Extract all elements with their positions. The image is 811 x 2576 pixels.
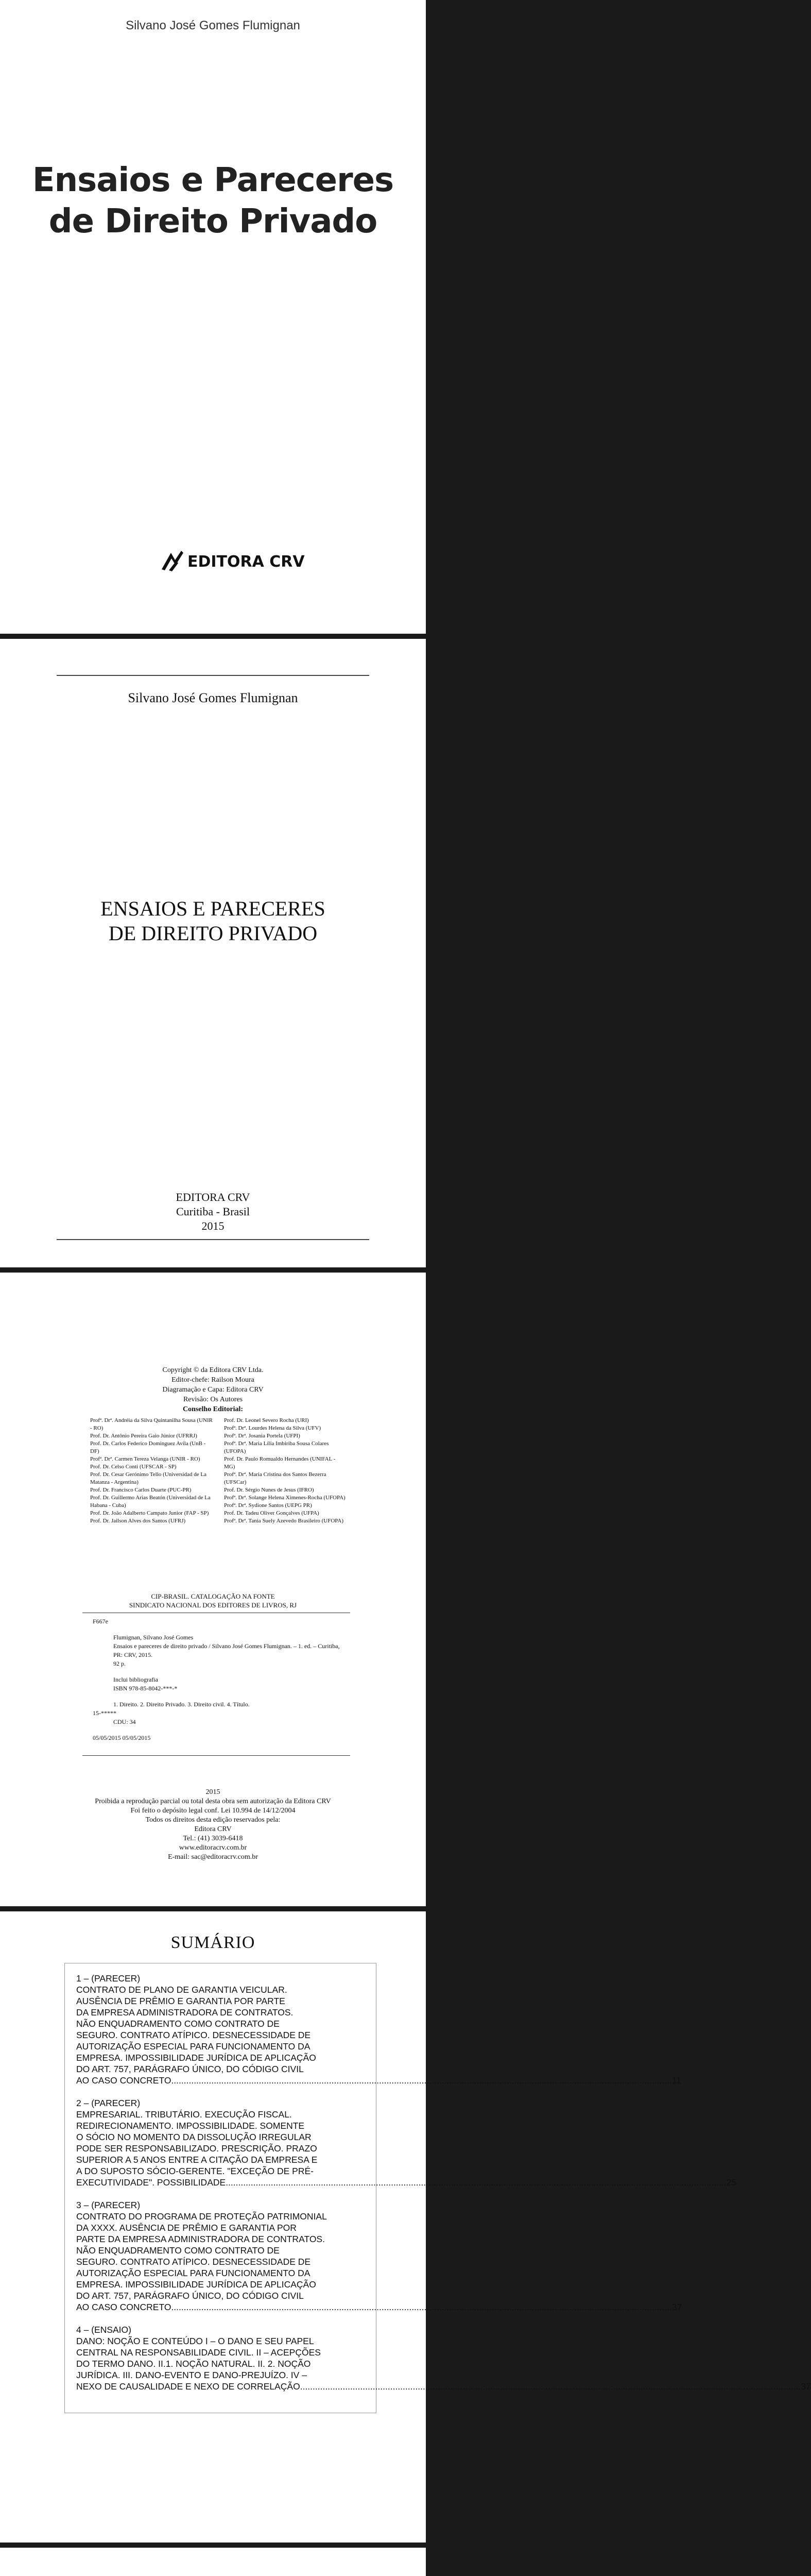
toc-entry-line: DO TERMO DANO. II.1. NOÇÃO NATURAL. II. 2. NOÇÃO: [76, 2359, 311, 2369]
cover-title-line-2: de Direito Privado: [48, 202, 377, 241]
cip-record: [82, 1613, 350, 1756]
toc-entry-text: NEXO DE CAUSALIDADE E NEXO DE CORRELAÇÃO: [76, 2381, 300, 2392]
board-member: Profª. Drª. Josania Portela (UFPI): [224, 1433, 300, 1439]
cip-line: Ensaios e pareceres de direito privado / Silvano José Gomes Flumignan. – 1. ed. – Curitiba, PR: CRV, 2015.: [113, 1642, 340, 1658]
toc-entry[interactable]: [76, 2199, 682, 2313]
toc-entry-line: NÃO ENQUADRAMENTO COMO CONTRATO DE: [76, 2245, 280, 2256]
bottom-rule: [57, 1239, 369, 1240]
footer-line: Tel.: (41) 3039-6418: [183, 1835, 243, 1842]
footer-year: 2015: [205, 1788, 220, 1796]
toc-entry-line: 1 – (PARECER): [76, 1973, 141, 1984]
toc-entry-line: EMPRESA. IMPOSSIBILIDADE JURÍDICA DE APLICAÇÃO: [76, 2279, 316, 2290]
toc-leader-dots: ........................................................................................................................................................................................................: [171, 2302, 672, 2312]
toc-entry-line: SEGURO. CONTRATO ATÍPICO. DESNECESSIDADE DE: [76, 2030, 311, 2040]
imprint-city: Curitiba - Brasil: [176, 1205, 250, 1218]
toc-leader-dots: ........................................................................................................................................................................................................: [226, 2177, 727, 2188]
toc-page-number: 37: [801, 2381, 811, 2392]
toc-entry-line: DA EMPRESA ADMINISTRADORA DE CONTRATOS.: [76, 2007, 294, 2018]
toc-entry-line: EMPRESA. IMPOSSIBILIDADE JURÍDICA DE APLICAÇÃO: [76, 2053, 316, 2063]
title-page: [0, 639, 426, 1267]
cip-line: 92 p.: [113, 1660, 126, 1667]
toc-entry-line: DO ART. 757, PARÁGRAFO ÚNICO, DO CÓDIGO CIVIL: [76, 2291, 304, 2301]
toc-entry-line: DA XXXX. AUSÊNCIA DE PRÊMIO E GARANTIA POR: [76, 2223, 297, 2233]
editor-line: Editor-chefe: Railson Moura: [171, 1376, 254, 1384]
cover-title-line-1: Ensaios e Pareceres: [32, 161, 394, 199]
toc-entry-line: 4 – (ENSAIO): [76, 2325, 131, 2335]
toc-page-number: 25: [726, 2177, 737, 2188]
board-member: Prof. Dr. Jailson Alves dos Santos (UFRJ): [90, 1518, 186, 1524]
title-page-author: Silvano José Gomes Flumignan: [128, 690, 298, 705]
toc-leader-dots: ........................................................................................................................................................................................................: [171, 2075, 672, 2086]
board-member: Profª. Drª. Andréia da Silva Quintanilha Sousa (UNIR - RO): [90, 1417, 213, 1431]
cip-dates: 05/05/2015 05/05/2015: [93, 1734, 151, 1741]
cip-heading-line-1: CIP-BRASIL. CATALOGAÇÃO NA FONTE: [151, 1592, 275, 1600]
title-page-title-line-2: DE DIREITO PRIVADO: [108, 922, 318, 945]
cip-description: [93, 1633, 340, 1668]
title-page-imprint: [0, 1190, 426, 1233]
cip-line: Flumignan, Silvano José Gomes: [113, 1634, 194, 1641]
cip-subjects: 1. Direito. 2. Direito Privado. 3. Direito civil. 4. Título.: [113, 1701, 250, 1708]
board-member: Prof. Dr. Carlos Federico Dominguez Avila (UnB - DF): [90, 1440, 206, 1454]
imprint-publisher: EDITORA CRV: [176, 1191, 250, 1204]
cip-number: 15-*****: [93, 1709, 116, 1717]
board-member: Profª. Drª. Lourdes Helena da Silva (UFV): [224, 1425, 321, 1431]
toc-entry-line: JURÍDICA. III. DANO-EVENTO E DANO-PREJUÍZO. IV –: [76, 2370, 307, 2380]
board-column-right: [224, 1417, 348, 1525]
table-of-contents: [64, 1963, 811, 2413]
board-member: Profª. Drª. Sydione Santos (UEPG PR): [224, 1502, 312, 1509]
board-member: Prof. Dr. Tadeu Oliver Gonçalves (UFPA): [224, 1510, 319, 1516]
dedication-page: [0, 2548, 426, 2576]
toc-entry-line: CENTRAL NA RESPONSABILIDADE CIVIL. II – ACEPÇÕES: [76, 2347, 321, 2358]
page-divider: [0, 1906, 426, 1911]
page-divider: [0, 2543, 426, 2548]
toc-entry-line: EMPRESARIAL. TRIBUTÁRIO. EXECUÇÃO FISCAL.: [76, 2109, 292, 2120]
toc-entry-line: DANO: NOÇÃO E CONTEÚDO I – O DANO E SEU PAPEL: [76, 2336, 314, 2346]
cover-author: Silvano José Gomes Flumignan: [126, 19, 300, 32]
summary-title: SUMÁRIO: [170, 1933, 255, 1952]
toc-entry-line: PARTE DA EMPRESA ADMINISTRADORA DE CONTRATOS.: [76, 2234, 325, 2244]
toc-page-number: 37: [671, 2302, 682, 2312]
board-member: Prof. Dr. Sérgio Nunes de Jesus (IFRO): [224, 1487, 314, 1493]
board-title: Conselho Editorial:: [182, 1405, 244, 1413]
toc-entry[interactable]: [76, 2097, 737, 2188]
page-divider: [0, 1267, 426, 1273]
toc-entry-line: AUTORIZAÇÃO ESPECIAL PARA FUNCIONAMENTO DA: [76, 2268, 310, 2278]
toc-entry-line: A DO SUPOSTO SÓCIO-GERENTE. "EXCEÇÃO DE PRÉ-: [76, 2166, 314, 2176]
toc-entry-line: AUSÊNCIA DE PRÊMIO E GARANTIA POR PARTE: [76, 1996, 285, 2006]
board-member: Profª. Drª. Tania Suely Azevedo Brasileiro (UFOPA): [224, 1518, 343, 1524]
footer-line: Foi feito o depósito legal conf. Lei 10.994 de 14/12/2004: [130, 1807, 296, 1815]
board-column-left: [90, 1417, 214, 1525]
board-member: Profª. Drª. Maria Cristina dos Santos Bezerra (UFSCar): [224, 1471, 326, 1485]
toc-leader-dots: ........................................................................................................................................................................................................: [300, 2381, 801, 2392]
toc-entry-line: DO ART. 757, PARÁGRAFO ÚNICO, DO CÓDIGO CIVIL: [76, 2064, 304, 2074]
footer-lines: [0, 1797, 426, 1862]
toc-entry-last-line: [76, 2075, 682, 2086]
cip-heading: [0, 1592, 426, 1609]
summary-page: [0, 1911, 811, 2543]
review-line: Revisão: Os Autores: [183, 1396, 243, 1403]
cip-line: ISBN 978-85-8042-***-*: [113, 1685, 178, 1692]
toc-page-number: 11: [671, 2075, 682, 2086]
toc-entry-text: AO CASO CONCRETO: [76, 2075, 171, 2086]
board-member: Profª. Drª. Solange Helena Ximenes-Rocha (UFOPA): [224, 1495, 346, 1501]
publisher-name: EDITORA CRV: [187, 552, 305, 571]
copyright-line: Copyright © da Editora CRV Ltda.: [162, 1366, 264, 1374]
toc-entry-line: PODE SER RESPONSABILIZADO. PRESCRIÇÃO. PRAZO: [76, 2143, 317, 2154]
editorial-board: [90, 1417, 348, 1525]
footer-line: Editora CRV: [194, 1825, 232, 1833]
board-member: Profª. Drª. Carmen Tereza Velanga (UNIR - RO): [90, 1456, 200, 1462]
board-member: Prof. Dr. Guillermo Arias Beatón (Universidad de La Habana - Cuba): [90, 1495, 211, 1509]
cip-cdu: CDU: 34: [113, 1718, 136, 1725]
cip-line: Inclui bibliografia: [113, 1676, 158, 1683]
imprint-year: 2015: [201, 1219, 225, 1232]
board-member: Prof. Dr. Celso Conti (UFSCAR - SP): [90, 1464, 177, 1470]
cip-notes: [93, 1675, 340, 1693]
design-line: Diagramação e Capa: Editora CRV: [162, 1386, 264, 1394]
footer-line: Todos os direitos desta edição reservados pela:: [145, 1816, 281, 1824]
crv-logo-icon: [160, 549, 185, 574]
cover-page: [0, 0, 426, 634]
toc-entry-text: EXECUTIVIDADE". POSSIBILIDADE: [76, 2177, 226, 2188]
toc-entry-last-line: [76, 2301, 682, 2313]
board-member: Prof. Dr. Paulo Romualdo Hernandes (UNIFAL - MG): [224, 1456, 336, 1470]
title-page-title-line-1: ENSAIOS E PARECERES: [100, 897, 325, 920]
footer-line: Proibida a reprodução parcial ou total desta obra sem autorização da Editora CRV: [95, 1798, 331, 1805]
copyright-credits: [0, 1365, 426, 1414]
publisher-logo: [160, 546, 305, 577]
toc-entry-line: O SÓCIO NO MOMENTO DA DISSOLUÇÃO IRREGULAR: [76, 2132, 312, 2142]
toc-entry-line: SEGURO. CONTRATO ATÍPICO. DESNECESSIDADE DE: [76, 2257, 311, 2267]
board-member: Prof. Dr. Antônio Pereira Gaio Júnior (UFRRJ): [90, 1433, 197, 1439]
board-member: Prof. Dr. Cesar Gerónimo Tello (Universidad de La Matanza - Argentina): [90, 1471, 206, 1485]
toc-entry[interactable]: [76, 1973, 682, 2086]
footer-line: www.editoracrv.com.br: [179, 1844, 247, 1852]
toc-entry-text: AO CASO CONCRETO: [76, 2302, 171, 2312]
cip-code: F667e: [93, 1618, 108, 1625]
copyright-footer: [0, 1788, 426, 1862]
toc-entry-line: AUTORIZAÇÃO ESPECIAL PARA FUNCIONAMENTO DA: [76, 2041, 310, 2052]
toc-entry-line: NÃO ENQUADRAMENTO COMO CONTRATO DE: [76, 2019, 280, 2029]
toc-entry-line: SUPERIOR A 5 ANOS ENTRE A CITAÇÃO DA EMPRESA E: [76, 2155, 318, 2165]
toc-entry-line: CONTRATO DE PLANO DE GARANTIA VEICULAR.: [76, 1985, 287, 1995]
title-page-title: [0, 896, 426, 946]
board-member: Prof. Dr. João Adalberto Campato Junior (FAP - SP): [90, 1510, 209, 1516]
toc-entry-line: 2 – (PARECER): [76, 2098, 141, 2108]
board-member: Prof. Dr. Leonel Severo Rocha (URI): [224, 1417, 309, 1423]
page-divider: [0, 634, 426, 639]
toc-entry-line: 3 – (PARECER): [76, 2200, 141, 2210]
toc-entry[interactable]: [76, 2324, 811, 2392]
footer-line: E-mail: sac@editoracrv.com.br: [168, 1853, 258, 1861]
board-member: Profª. Drª. Maria Lília Imbiriba Sousa Colares (UFOPA): [224, 1440, 329, 1454]
cover-title: [0, 160, 426, 242]
top-rule: [57, 675, 369, 676]
toc-entry-last-line: [76, 2381, 811, 2392]
copyright-page: [0, 1273, 426, 1906]
toc-entry-line: REDIRECIONAMENTO. IMPOSSIBILIDADE. SOMENTE: [76, 2121, 305, 2131]
cip-heading-line-2: SINDICATO NACIONAL DOS EDITORES DE LIVROS, RJ: [129, 1601, 297, 1609]
board-member: Prof. Dr. Francisco Carlos Duarte (PUC-PR): [90, 1487, 192, 1493]
toc-entry-last-line: [76, 2177, 737, 2188]
toc-entry-line: CONTRATO DO PROGRAMA DE PROTEÇÃO PATRIMONIAL: [76, 2211, 327, 2222]
